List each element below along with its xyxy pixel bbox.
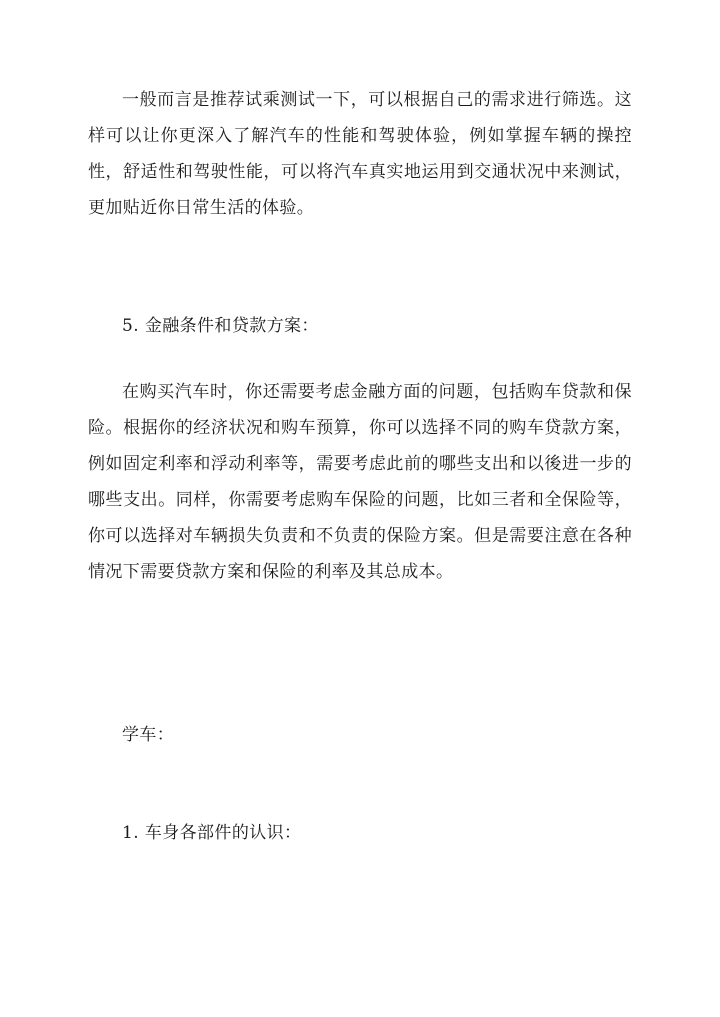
paragraph-finance: 在购买汽车时，你还需要考虑金融方面的问题，包括购车贷款和保险。根据你的经济状况和购车预算，你可以选择不同的购车贷款方案，例如固定利率和浮动利率等，需要考虑此前的哪些支出和以後进一步的哪些支出。同样，你需要考虑购车保险的问题，比如三者和全保险等，你可以选择对车辆损失负责和不负责的保险方案。但是需要注意在各种情况下需要贷款方案和保险的利率及其总成本。: [88, 382, 632, 582]
heading-finance: 5. 金融条件和贷款方案：: [122, 316, 319, 336]
heading-learning-to-drive: 学车：: [122, 725, 175, 745]
paragraph-test-drive: 一般而言是推荐试乘测试一下，可以根据自己的需求进行筛选。这样可以让你更深入了解汽车的性能和驾驶体验，例如掌握车辆的操控性，舒适性和驾驶性能，可以将汽车真实地运用到交通状况中来测试，更加贴近你日常生活的体验。: [88, 90, 632, 218]
heading-car-body-parts: 1. 车身各部件的认识：: [122, 823, 302, 843]
